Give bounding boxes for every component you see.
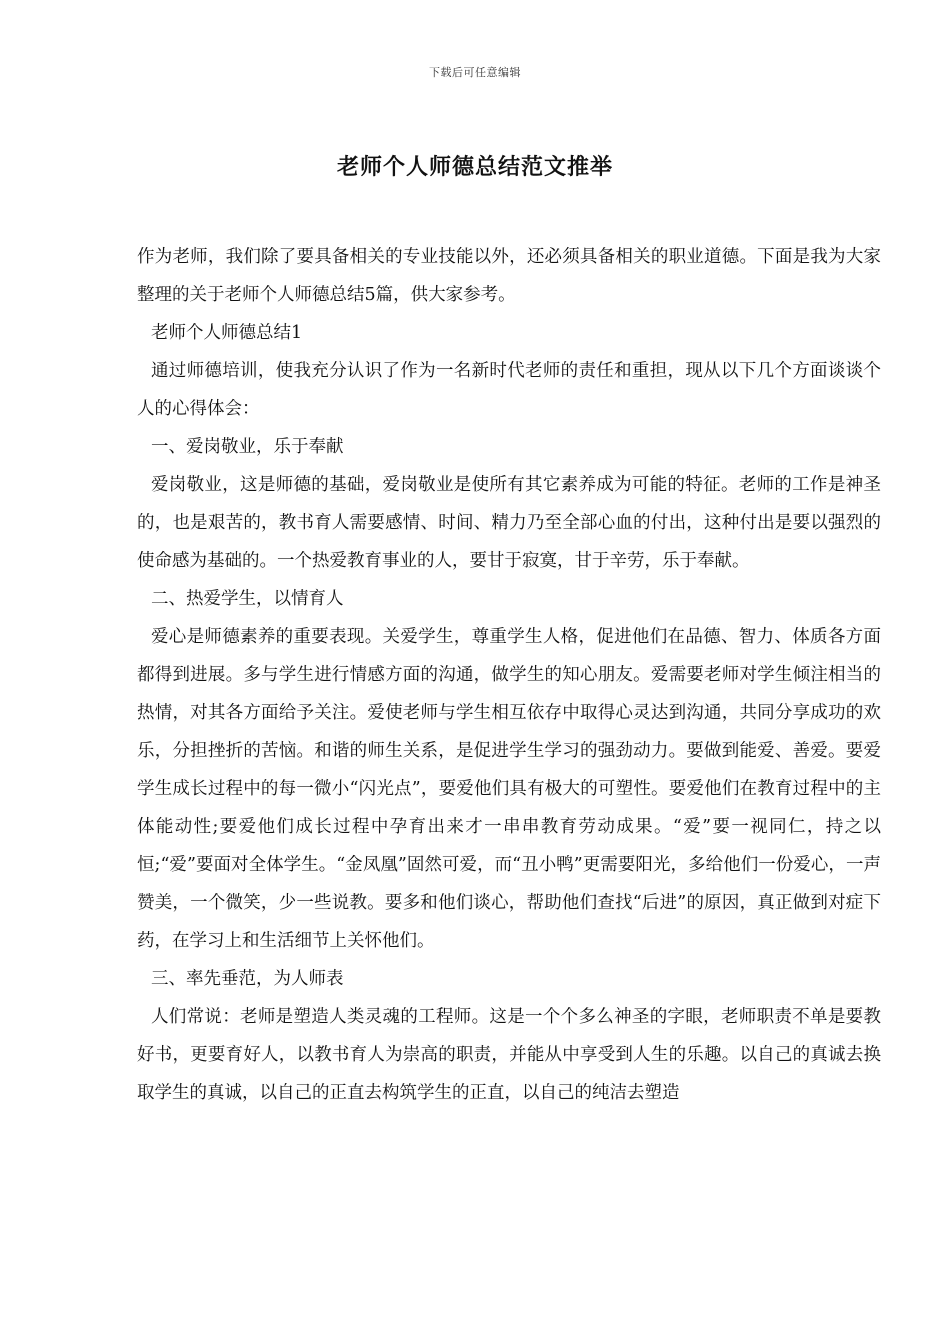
document-body: [137, 238, 881, 1112]
subsection-heading: 一、爱岗敬业，乐于奉献: [151, 437, 344, 457]
body-paragraph: 人们常说：老师是塑造人类灵魂的工程师。这是一个个多么神圣的字眼，老师职责不单是要教好书，更要育好人，以教书育人为崇高的职责，并能从中享受到人生的乐趣。以自己的真诚去换取学生的真诚，以自己的正直去构筑学生的正直，以自己的纯洁去塑造: [137, 1007, 881, 1103]
body-paragraph: 通过师德培训，使我充分认识了作为一名新时代老师的责任和重担，现从以下几个方面谈谈个人的心得体会：: [137, 361, 881, 419]
body-paragraph: 爱心是师德素养的重要表现。关爱学生，尊重学生人格，促进他们在品德、智力、体质各方面都得到进展。多与学生进行情感方面的沟通，做学生的知心朋友。爱需要老师对学生倾注相当的热情，对其各方面给予关注。爱使老师与学生相互依存中取得心灵达到沟通，共同分享成功的欢乐，分担挫折的苦恼。和谐的师生关系，是促进学生学习的强劲动力。要做到能爱、善爱。要爱学生成长过程中的每一微小“闪光点”，要爱他们具有极大的可塑性。要爱他们在教育过程中的主体能动性;要爱他们成长过程中孕育出来才一串串教育劳动成果。“爱”要一视同仁，持之以恒;“爱”要面对全体学生。“金凤凰”固然可爱，而“丑小鸭”更需要阳光，多给他们一份爱心，一声赞美，一个微笑，少一些说教。要多和他们谈心，帮助他们查找“后进”的原因，真正做到对症下药，在学习上和生活细节上关怀他们。: [137, 627, 881, 951]
document-title: 老师个人师德总结范文推举: [336, 154, 613, 180]
subsection-heading: 二、热爱学生，以情育人: [151, 589, 344, 609]
subsection-heading: 三、率先垂范，为人师表: [151, 969, 344, 989]
page-header-note: 下载后可任意编辑: [429, 66, 521, 79]
intro-paragraph: 作为老师，我们除了要具备相关的专业技能以外，还必须具备相关的职业道德。下面是我为大家整理的关于老师个人师德总结5篇，供大家参考。: [137, 247, 881, 305]
body-paragraph: 爱岗敬业，这是师德的基础，爱岗敬业是使所有其它素养成为可能的特征。老师的工作是神圣的，也是艰苦的，教书育人需要感情、时间、精力乃至全部心血的付出，这种付出是要以强烈的使命感为基础的。一个热爱教育事业的人，要甘于寂寞，甘于辛劳，乐于奉献。: [137, 475, 881, 571]
section-heading: 老师个人师德总结1: [151, 323, 303, 343]
